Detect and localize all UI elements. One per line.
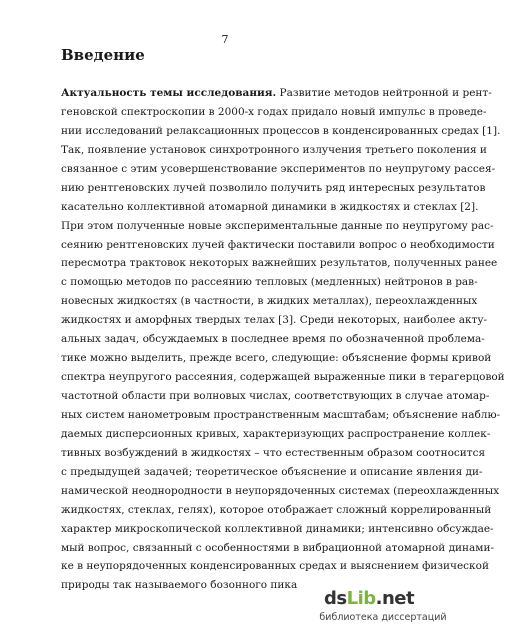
text-line: тивных возбуждений в жидкостях – что естественным образом соотносится [61, 446, 486, 459]
text-line: с предыдущей задачей; теоретическое объяснение и описание явления ди- [61, 465, 483, 478]
text-line: касательно коллективной атомарной динамики в жидкостях и стеклах [2]. [61, 200, 479, 213]
page-number: 7 [221, 33, 229, 46]
text-line: ке в неупорядоченных конденсированных средах и выяснением физической [61, 560, 489, 573]
watermark-caption: библиотека диссертаций [319, 612, 447, 623]
text-line: альных задач, обсуждаемых в последнее время по обозначенной проблема- [61, 333, 485, 346]
text-line: При этом полученные новые экспериментальные данные по неупругому рас- [61, 219, 494, 232]
text-line-content: Развитие методов нейтронной и рент- [279, 87, 492, 99]
text-line: связанное с этим усовершенствование экспериментов по неупругому рассея- [61, 162, 496, 175]
logo-ds: ds [324, 588, 347, 609]
text-line: спектра неупругого рассеяния, содержащей выраженные пики в терагерцовой [61, 371, 505, 384]
watermark[interactable] [318, 586, 448, 632]
dslib-logo [324, 588, 414, 609]
body-text [61, 84, 505, 595]
text-line: новесных жидкостях (в частности, в жидких металлах), переохлажденных [61, 295, 478, 308]
text-line: жидкостях и аморфных твердых телах [3]. Среди некоторых, наиболее акту- [61, 314, 488, 327]
text-line: тике можно выделить, прежде всего, следующие: объяснение формы кривой [61, 352, 492, 365]
text-line [61, 84, 492, 103]
text-line: нии исследований релаксационных процессов в конденсированных средах [1]. [61, 124, 501, 137]
text-line: намической неоднородности в неупорядоченных системах (переохлажденных [61, 484, 500, 497]
text-line: жидкостях, стеклах, гелях), которое отображает сложный коррелированный [61, 503, 492, 516]
text-line: природы так называемого бозонного пика [61, 579, 298, 592]
text-line: даемых дисперсионных кривых, характеризующих распространение коллек- [61, 427, 491, 440]
text-line: пересмотра трактовок некоторых важнейших результатов, полученных ранее [61, 257, 498, 270]
text-line: мый вопрос, связанный с особенностями в вибрационной атомарной динами- [61, 541, 495, 554]
logo-lib: Lib [346, 588, 376, 609]
text-line: частотной области при волновых числах, соответствующих в случае атомар- [61, 390, 490, 402]
section-heading: Введение [61, 46, 145, 64]
text-line: с помощью методов по рассеянию тепловых (медленных) нейтронов в рав- [61, 276, 478, 289]
text-line: геновской спектроскопии в 2000-х годах придало новый импульс в проведе- [61, 105, 487, 118]
run-in-heading: Актуальность темы исследования. [61, 87, 277, 99]
text-line: сеянию рентгеновских лучей фактически поставили вопрос о необходимости [61, 238, 495, 251]
text-line: ных систем нанометровым пространственным масштабам; объяснение наблю- [61, 408, 501, 421]
logo-net: .net [375, 588, 415, 609]
text-line: нию рентгеновских лучей позволило получить ряд интересных результатов [61, 181, 486, 194]
text-line: характер микроскопической коллективной динамики; интенсивно обсуждае- [61, 522, 494, 535]
text-line: Так, появление установок синхротронного излучения третьего поколения и [61, 143, 487, 156]
